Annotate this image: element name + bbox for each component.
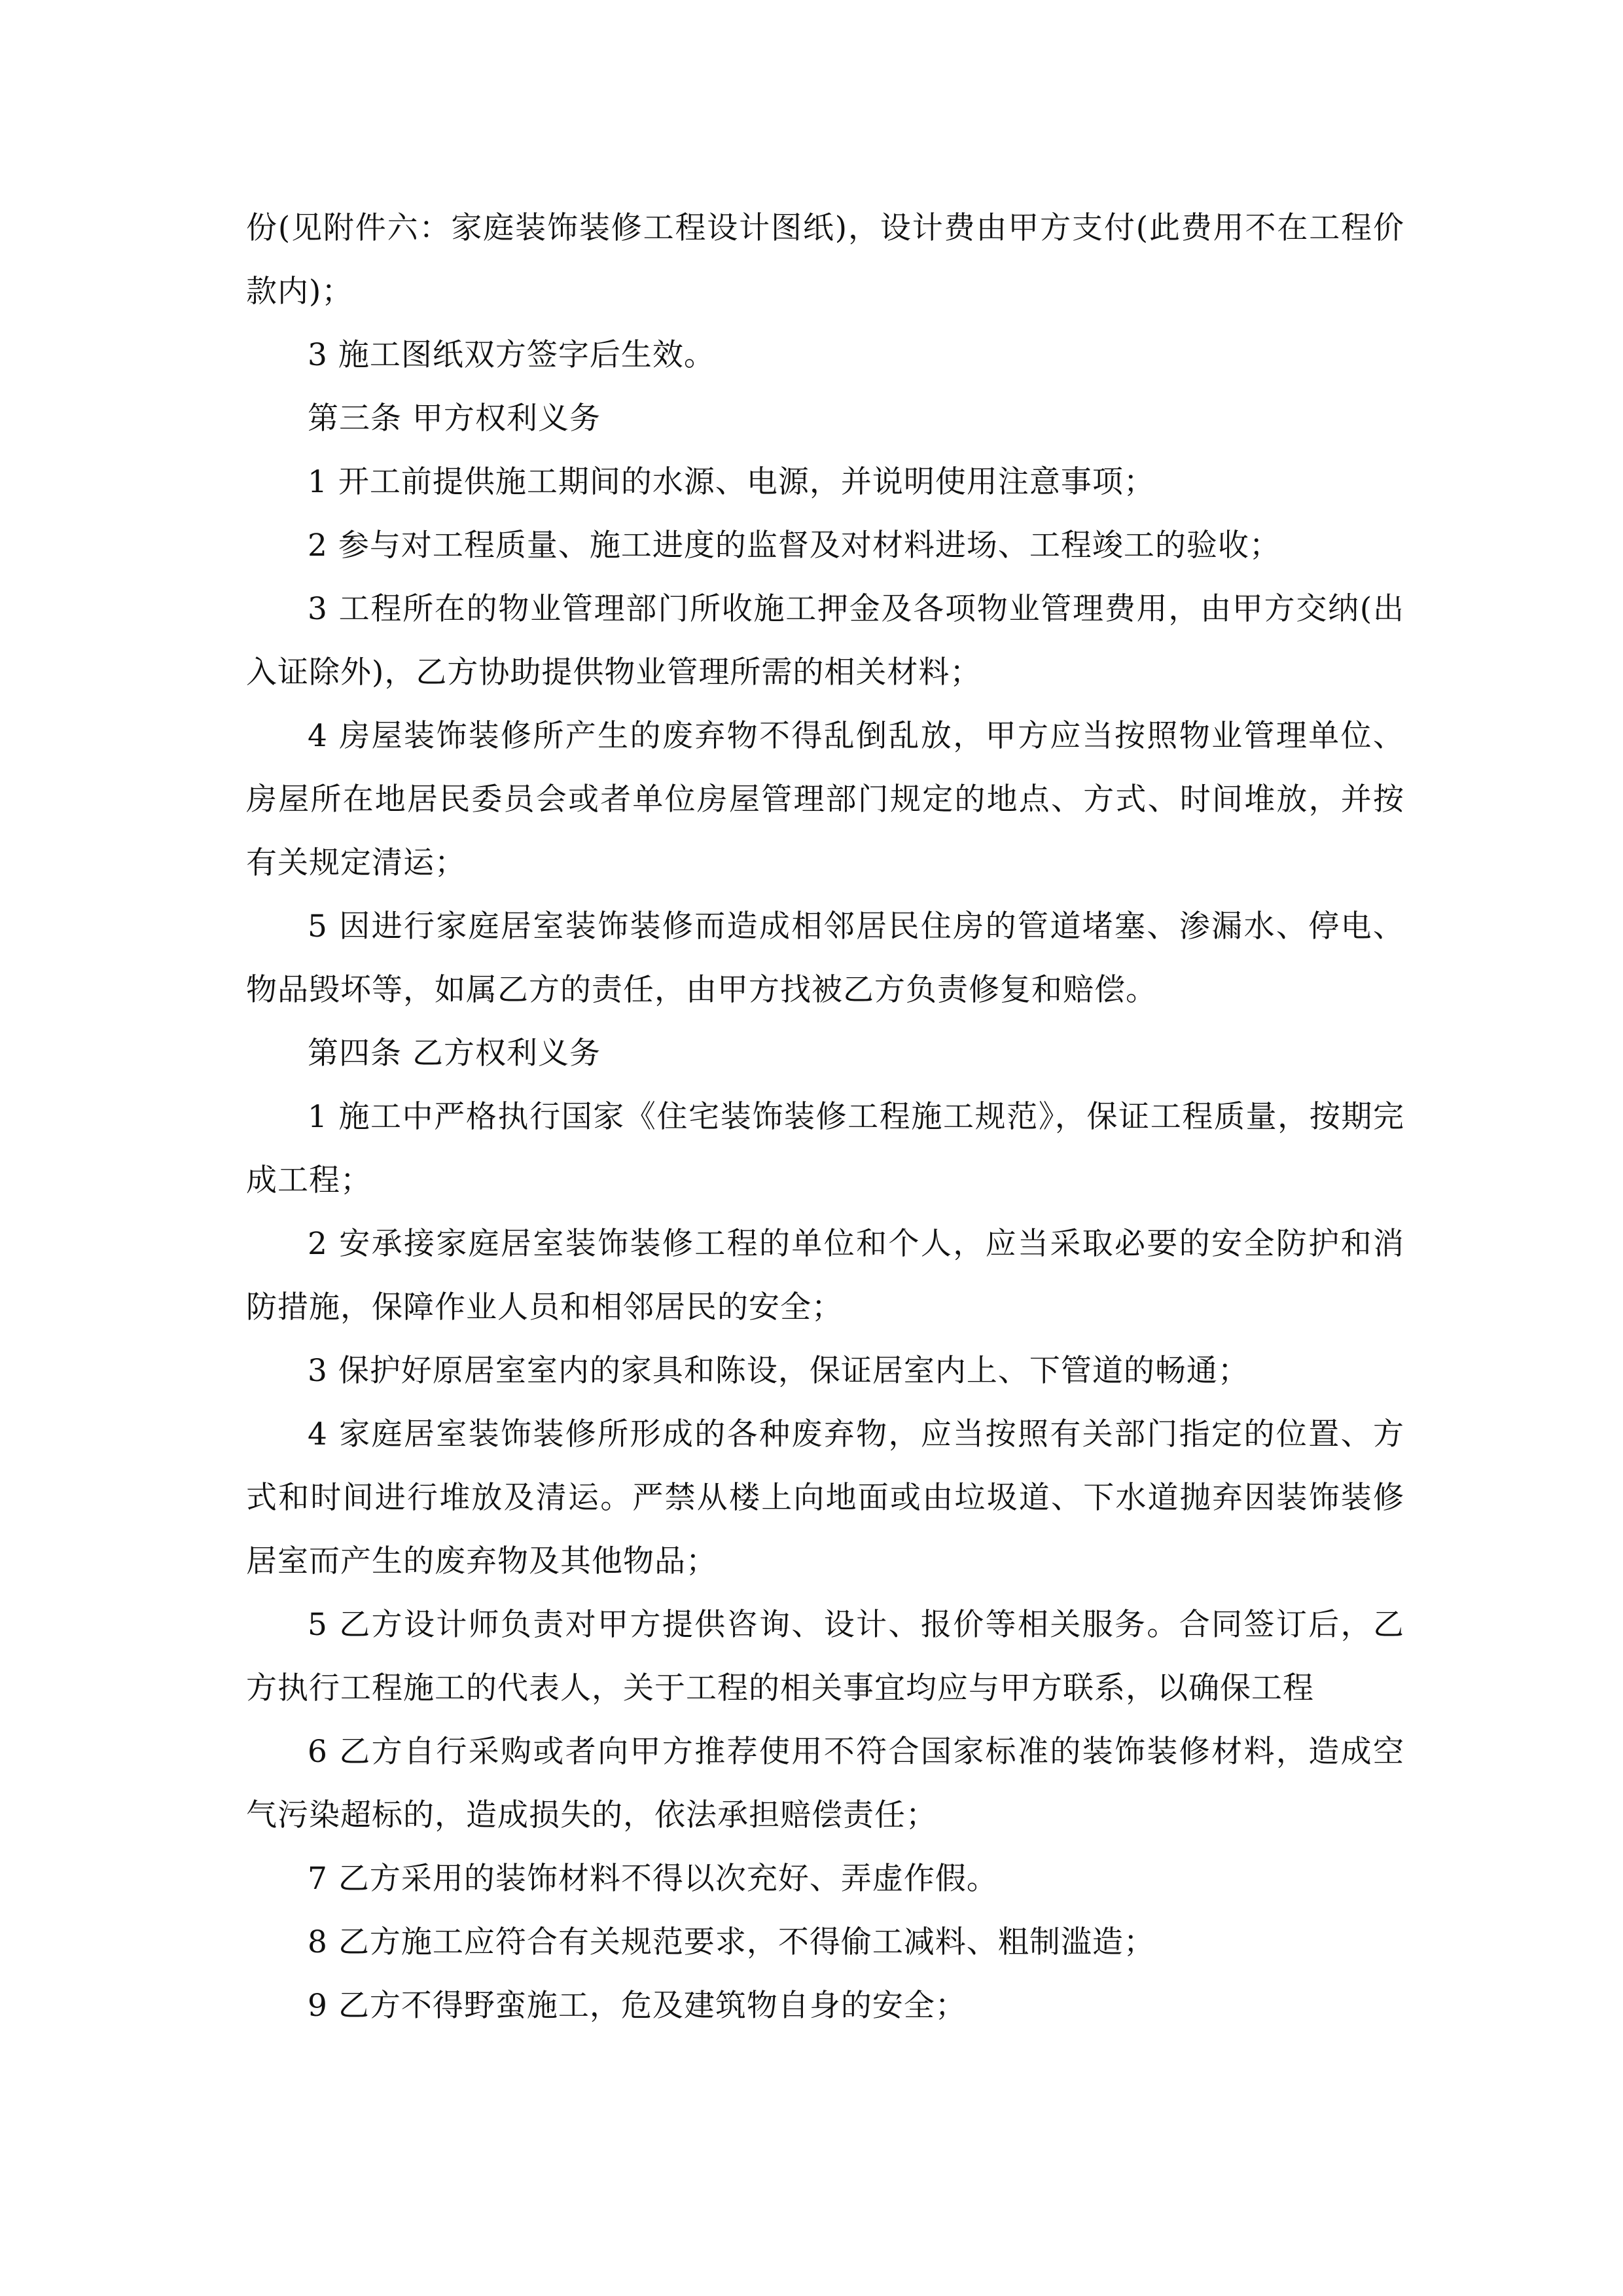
paragraph-item: 3 施工图纸双方签字后生效。 [308,337,715,373]
paragraph-continuation: 份(见附件六：家庭装饰装修工程设计图纸)，设计费由甲方支付(此费用不在工程价款内)； [246,210,1404,310]
paragraph-item: 6 乙方自行采购或者向甲方推荐使用不符合国家标准的装饰装修材料，造成空气污染超标的，造成损失的，依法承担赔偿责任； [246,1734,1404,1833]
paragraph-item: 2 参与对工程质量、施工进度的监督及对材料进场、工程竣工的验收； [308,528,1281,564]
paragraph-item: 5 因进行家庭居室装饰装修而造成相邻居民住房的管道堵塞、渗漏水、停电、物品毁坏等，如属乙方的责任，由甲方找被乙方负责修复和赔偿。 [246,908,1404,1008]
paragraph-item: 3 工程所在的物业管理部门所收施工押金及各项物业管理费用，由甲方交纳(出入证除外)，乙方协助提供物业管理所需的相关材料； [246,591,1404,691]
paragraph-item: 4 家庭居室装饰装修所形成的各种废弃物，应当按照有关部门指定的位置、方式和时间进行堆放及清运。严禁从楼上向地面或由垃圾道、下水道抛弃因装饰装修居室而产生的废弃物及其他物品； [246,1416,1404,1579]
document-body [246,196,1404,2037]
paragraph-item: 3 保护好原居室室内的家具和陈设，保证居室内上、下管道的畅通； [308,1353,1249,1389]
paragraph-item: 9 乙方不得野蛮施工，危及建筑物自身的安全； [308,1988,967,2024]
paragraph-item: 1 施工中严格执行国家《住宅装饰装修工程施工规范》，保证工程质量，按期完成工程； [246,1099,1404,1198]
paragraph-item: 2 安承接家庭居室装饰装修工程的单位和个人，应当采取必要的安全防护和消防措施，保障作业人员和相邻居民的安全； [246,1226,1404,1325]
section-heading: 第四条 乙方权利义务 [308,1035,601,1071]
section-heading: 第三条 甲方权利义务 [308,401,601,437]
paragraph-item: 4 房屋装饰装修所产生的废弃物不得乱倒乱放，甲方应当按照物业管理单位、房屋所在地居民委员会或者单位房屋管理部门规定的地点、方式、时间堆放，并按有关规定清运； [246,718,1404,881]
paragraph-item: 5 乙方设计师负责对甲方提供咨询、设计、报价等相关服务。合同签订后，乙方执行工程施工的代表人，关于工程的相关事宜均应与甲方联系，以确保工程 [246,1607,1404,1706]
paragraph-item: 7 乙方采用的装饰材料不得以次充好、弄虚作假。 [308,1861,998,1897]
paragraph-item: 8 乙方施工应符合有关规范要求，不得偷工减料、粗制滥造； [308,1924,1155,1960]
paragraph-item: 1 开工前提供施工期间的水源、电源，并说明使用注意事项； [308,464,1155,500]
